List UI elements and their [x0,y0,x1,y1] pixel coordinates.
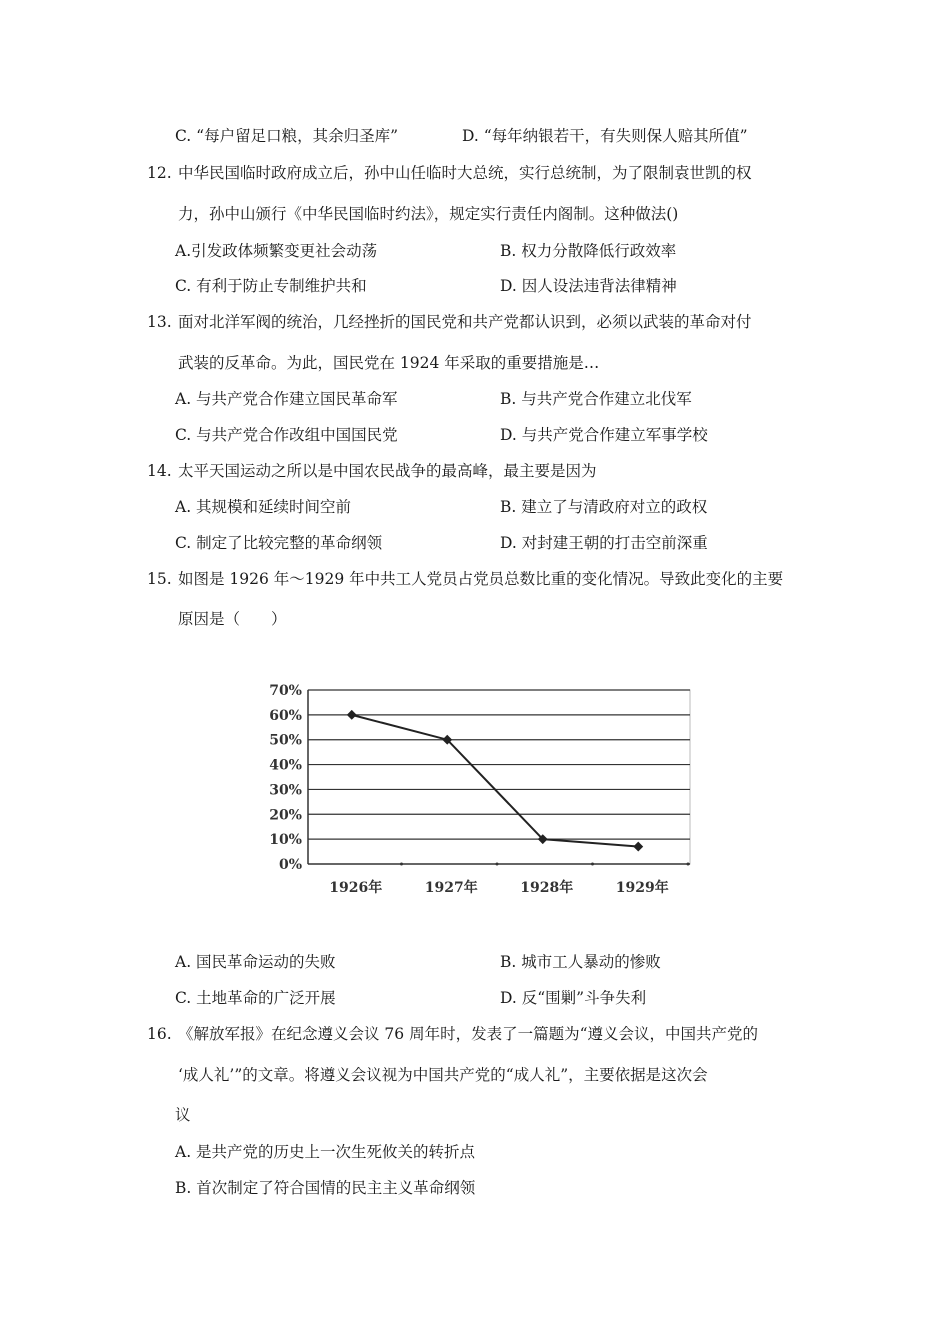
y-tick-label: 60% [269,707,302,724]
q15-stem-line1: 如图是 1926 年～1929 年中共工人党员占党员总数比重的变化情况。导致此变化的主要 [178,570,784,588]
q13-option-d: D. 与共产党合作建立军事学校 [500,426,708,444]
q14-number: 14. [147,462,172,480]
q11-option-d: D. “每年纳银若干，有失则保人赔其所值” [462,127,748,145]
q15-option-c: C. 土地革命的广泛开展 [175,989,336,1007]
q11-option-c: C. “每户留足口粮，其余归圣库” [175,127,399,145]
q16-stem-line3: 议 [175,1106,191,1124]
q12-option-a: A.引发政体频繁变更社会动荡 [175,242,378,260]
q15-number: 15. [147,570,172,588]
q13-number: 13. [147,313,172,331]
q16-option-a: A. 是共产党的历史上一次生死攸关的转折点 [175,1143,476,1161]
data-point [347,710,357,720]
series-line [352,715,639,847]
y-tick-label: 20% [269,807,302,824]
x-tick-label: 1928年 [520,880,574,896]
q13-stem-line2: 武装的反革命。为此，国民党在 1924 年采取的重要措施是… [178,354,600,372]
x-tick [591,863,594,866]
data-point [633,842,643,852]
y-tick-label: 0% [278,857,302,873]
x-tick [687,863,690,866]
plot-frame [308,690,690,864]
q13-option-b: B. 与共产党合作建立北伐军 [500,390,692,408]
q14-option-a: A. 其规模和延续时间空前 [175,498,352,516]
q12-number: 12. [147,164,172,182]
q12-option-b: B. 权力分散降低行政效率 [500,242,677,260]
x-tick [400,863,403,866]
y-tick-label: 50% [269,732,302,749]
q16-option-b: B. 首次制定了符合国情的民主主义革命纲领 [175,1179,476,1197]
y-tick-label: 30% [269,782,302,799]
q13-stem-line1: 面对北洋军阀的统治，几经挫折的国民党和共产党都认识到，必须以武装的革命对付 [178,313,752,331]
q14-stem-line1: 太平天国运动之所以是中国农民战争的最高峰，最主要是因为 [178,462,597,480]
q16-number: 16. [147,1025,172,1043]
y-tick-label: 40% [269,757,302,774]
worker-member-ratio-chart [250,670,710,900]
x-tick-label: 1929年 [615,880,669,896]
q14-option-d: D. 对封建王朝的打击空前深重 [500,534,708,552]
q12-stem-line1: 中华民国临时政府成立后，孙中山任临时大总统，实行总统制，为了限制袁世凯的权 [178,164,752,182]
x-tick-label: 1926年 [329,880,383,896]
x-tick-label: 1927年 [424,880,478,896]
q14-option-c: C. 制定了比较完整的革命纲领 [175,534,383,552]
q15-option-d: D. 反“围剿”斗争失利 [500,989,647,1007]
y-tick-label: 10% [269,832,302,849]
q16-stem-line2: ‘成人礼’”的文章。将遵义会议视为中国共产党的“成人礼”，主要依据是这次会 [178,1066,708,1084]
q13-option-c: C. 与共产党合作改组中国国民党 [175,426,398,444]
q12-option-c: C. 有利于防止专制维护共和 [175,277,367,295]
x-tick [496,863,499,866]
q12-stem-line2: 力，孙中山颁行《中华民国临时约法》，规定实行责任内阁制。这种做法() [178,205,679,223]
y-tick-label: 70% [269,683,302,699]
q15-stem-line2: 原因是（ ） [178,610,287,628]
q15-option-a: A. 国民革命运动的失败 [175,953,336,971]
q16-stem-line1: 《解放军报》在纪念遵义会议 76 周年时，发表了一篇题为“遵义会议，中国共产党的 [178,1025,759,1043]
q15-option-b: B. 城市工人暴动的惨败 [500,953,661,971]
q13-option-a: A. 与共产党合作建立国民革命军 [175,390,398,408]
q14-option-b: B. 建立了与清政府对立的政权 [500,498,708,516]
q12-option-d: D. 因人设法违背法律精神 [500,277,677,295]
